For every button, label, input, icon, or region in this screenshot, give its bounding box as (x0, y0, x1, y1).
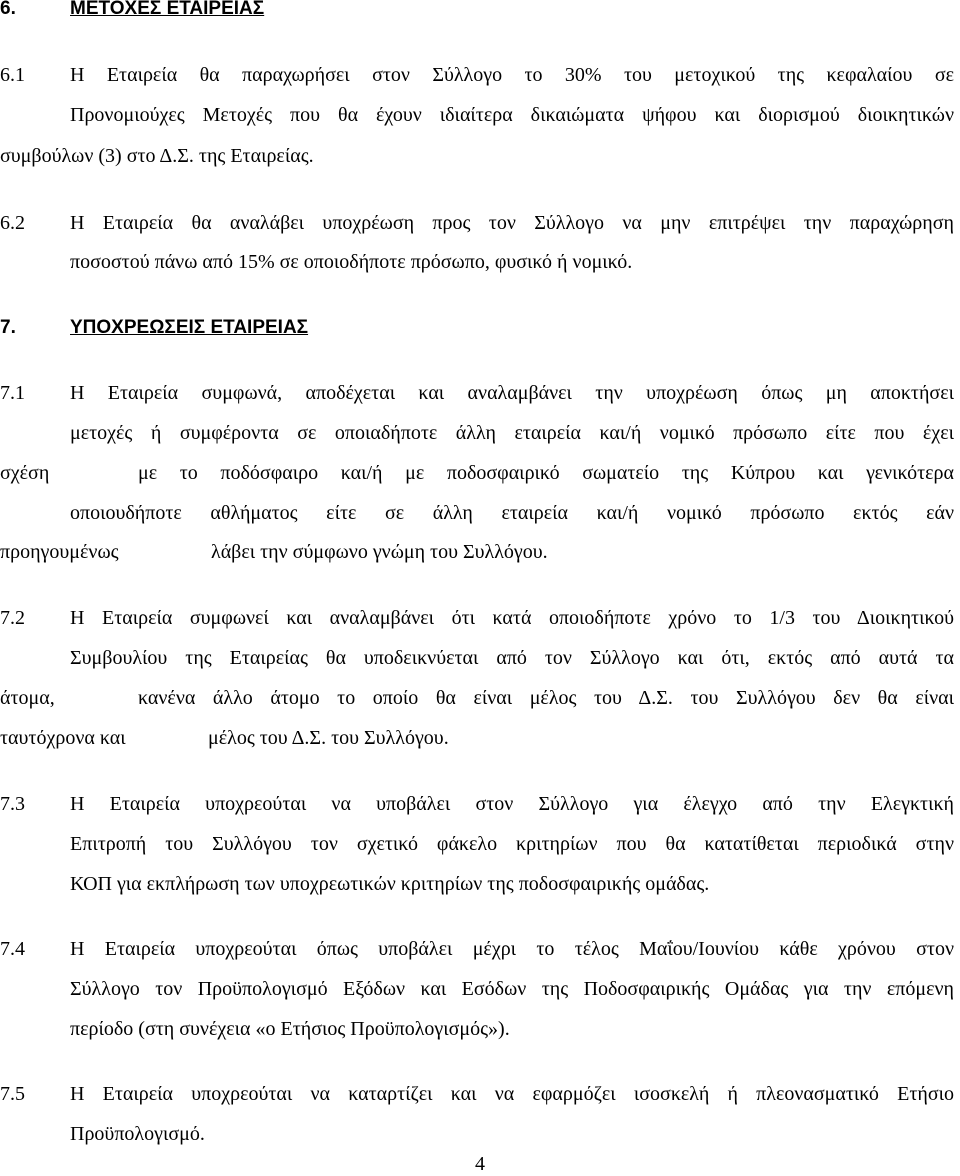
clause-6-1-line-1: Η Εταιρεία θα παραχωρήσει στον Σύλλογο το 30% του μετοχικού της κεφαλαίου σε (70, 64, 954, 86)
clause-7-1-line-3-start: σχέση (0, 462, 50, 484)
clause-7-4-number: 7.4 (0, 938, 25, 960)
section-6-title: ΜΕΤΟΧΕΣ ΕΤΑΙΡΕΙΑΣ (70, 0, 265, 19)
clause-7-5-line-1: Η Εταιρεία υποχρεούται να καταρτίζει και να εφαρμόζει ισοσκελή ή πλεονασματικό Ετήσιο (70, 1083, 954, 1105)
clause-7-2-line-3-start: άτομα, (0, 687, 55, 709)
page-number: 4 (475, 1153, 485, 1175)
section-7-title: ΥΠΟΧΡΕΩΣΕΙΣ ΕΤΑΙΡΕΙΑΣ (70, 317, 309, 338)
clause-6-2-number: 6.2 (0, 212, 25, 234)
clause-6-2-line-2: ποσοστού πάνω από 15% σε οποιοδήποτε πρόσωπο, φυσικό ή νομικό. (70, 251, 633, 273)
clause-7-1-line-5-start: προηγουμένως (0, 541, 119, 563)
clause-7-1-line-3: με το ποδόσφαιρο και/ή με ποδοσφαιρικό σωματείο της Κύπρου και γενικότερα (138, 462, 954, 484)
section-6-number: 6. (0, 0, 16, 19)
clause-7-2-line-4: μέλος του Δ.Σ. του Συλλόγου. (208, 727, 449, 749)
clause-7-5-line-2: Προϋπολογισμό. (70, 1123, 205, 1145)
clause-6-1-line-2: Προνομιούχες Μετοχές που θα έχουν ιδιαίτερα δικαιώματα ψήφου και διορισμού διοικητικών (70, 104, 954, 126)
clause-7-3-line-3: ΚΟΠ για εκπλήρωση των υποχρεωτικών κριτηρίων της ποδοσφαιρικής ομάδας. (70, 873, 710, 895)
clause-7-2-line-3: κανένα άλλο άτομο το οποίο θα είναι μέλος του Δ.Σ. του Συλλόγου δεν θα είναι (138, 687, 954, 709)
clause-7-1-line-2: μετοχές ή συμφέροντα σε οποιαδήποτε άλλη εταιρεία και/ή νομικό πρόσωπο είτε που έχει (70, 422, 954, 444)
clause-7-2-line-1: Η Εταιρεία συμφωνεί και αναλαμβάνει ότι κατά οποιοδήποτε χρόνο το 1/3 του Διοικητικού (70, 607, 954, 629)
clause-6-2-line-1: Η Εταιρεία θα αναλάβει υποχρέωση προς τον Σύλλογο να μην επιτρέψει την παραχώρηση (70, 212, 954, 234)
clause-7-3-line-1: Η Εταιρεία υποχρεούται να υποβάλει στον Σύλλογο για έλεγχο από την Ελεγκτική (70, 793, 954, 815)
section-7-number: 7. (0, 317, 16, 338)
clause-7-2-line-4-start: ταυτόχρονα και (0, 727, 126, 749)
clause-7-2-number: 7.2 (0, 607, 25, 629)
clause-7-3-number: 7.3 (0, 793, 25, 815)
clause-6-1-number: 6.1 (0, 64, 25, 86)
clause-7-4-line-2: Σύλλογο τον Προϋπολογισμό Εξόδων και Εσόδων της Ποδοσφαιρικής Ομάδας για την επόμενη (70, 978, 954, 1000)
clause-7-1-line-4: οποιουδήποτε αθλήματος είτε σε άλλη εταιρεία και/ή νομικό πρόσωπο εκτός εάν (70, 502, 954, 524)
clause-6-1-line-3: συμβούλων (3) στο Δ.Σ. της Εταιρείας. (0, 145, 314, 167)
clause-7-2-line-2: Συμβουλίου της Εταιρείας θα υποδεικνύεται από τον Σύλλογο και ότι, εκτός από αυτά τα (70, 647, 954, 669)
clause-7-3-line-2: Επιτροπή του Συλλόγου τον σχετικό φάκελο κριτηρίων που θα κατατίθεται περιοδικά στην (70, 833, 954, 855)
clause-7-4-line-1: Η Εταιρεία υποχρεούται όπως υποβάλει μέχρι το τέλος Μαΐου/Ιουνίου κάθε χρόνου στον (70, 938, 954, 960)
clause-7-4-line-3: περίοδο (στη συνέχεια «ο Ετήσιος Προϋπολογισμός»). (70, 1018, 510, 1040)
clause-7-1-line-1: Η Εταιρεία συμφωνά, αποδέχεται και αναλαμβάνει την υποχρέωση όπως μη αποκτήσει (70, 382, 954, 404)
clause-7-1-line-5: λάβει την σύμφωνο γνώμη του Συλλόγου. (211, 541, 548, 563)
clause-7-1-number: 7.1 (0, 382, 25, 404)
clause-7-5-number: 7.5 (0, 1083, 25, 1105)
